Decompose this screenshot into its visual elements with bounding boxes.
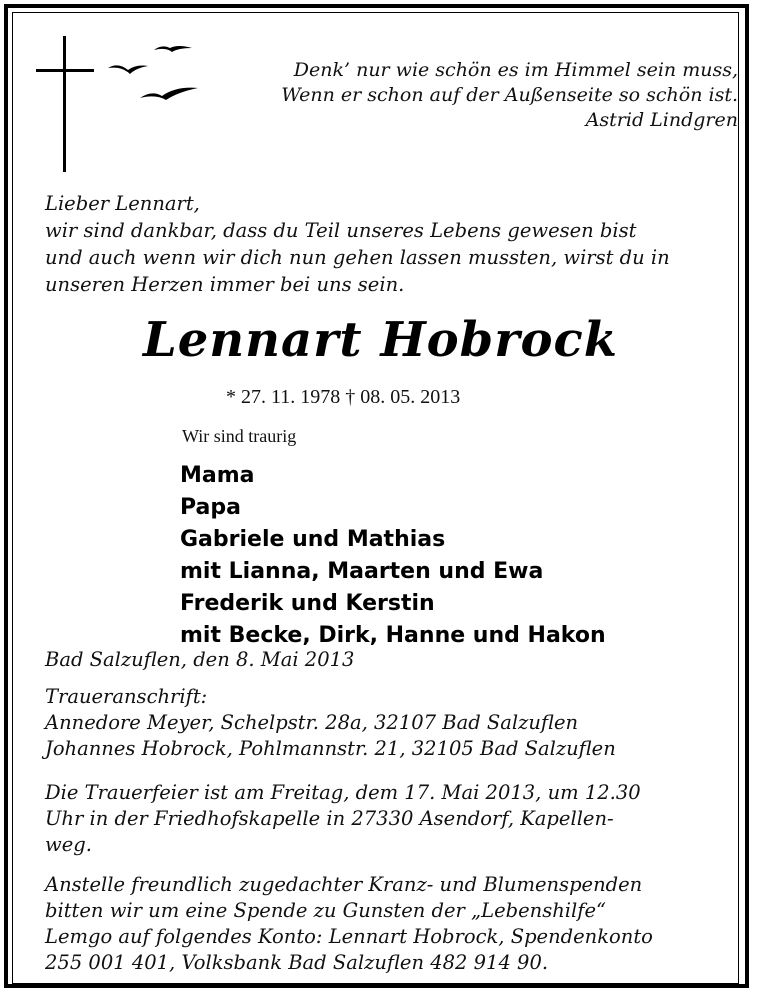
intro-line: und auch wenn wir dich nun gehen lassen mussten, wirst du in <box>45 246 670 269</box>
life-dates: * 27. 11. 1978 † 08. 05. 2013 <box>226 386 461 408</box>
address-line: Annedore Meyer, Schelpstr. 28a, 32107 Bad Salzuflen <box>45 711 579 734</box>
mourner-name: Frederik und Kerstin <box>180 591 435 616</box>
donation-line: Lemgo auf folgendes Konto: Lennart Hobrock, Spendenkonto <box>45 925 653 948</box>
donation-line: bitten wir um eine Spende zu Gunsten der „Lebenshilfe“ <box>45 899 606 922</box>
quote <box>240 58 738 133</box>
mourners-list <box>180 460 606 652</box>
mourner-name: Gabriele und Mathias <box>180 527 446 552</box>
quote-line: Denk’ nur wie schön es im Himmel sein muss, <box>293 59 738 81</box>
mourner-name: Papa <box>180 495 241 520</box>
mourner-name: mit Lianna, Maarten und Ewa <box>180 559 544 584</box>
address-line: Johannes Hobrock, Pohlmannstr. 21, 32105 Bad Salzuflen <box>45 737 616 760</box>
place-date: Bad Salzuflen, den 8. Mai 2013 <box>45 648 355 671</box>
address-label: Traueranschrift: <box>45 685 208 708</box>
funeral-info <box>45 780 725 858</box>
quote-line: Wenn er schon auf der Außenseite so schön ist. <box>281 84 738 106</box>
deceased-name: Lennart Hobrock <box>142 312 619 368</box>
intro-line: Lieber Lennart, <box>45 192 200 215</box>
donation-line: Anstelle freundlich zugedachter Kranz- und Blumenspenden <box>45 873 643 896</box>
funeral-line: weg. <box>45 833 92 856</box>
funeral-line: Uhr in der Friedhofskapelle in 27330 Asendorf, Kapellen- <box>45 807 614 830</box>
birds-icon <box>106 42 206 106</box>
intro-line: wir sind dankbar, dass du Teil unseres Lebens gewesen bist <box>45 219 637 242</box>
funeral-line: Die Trauerfeier ist am Freitag, dem 17. Mai 2013, um 12.30 <box>45 781 641 804</box>
cross-icon <box>36 36 96 172</box>
mourners-intro: Wir sind traurig <box>182 426 297 446</box>
mourner-name: Mama <box>180 463 255 488</box>
quote-author: Astrid Lindgren <box>585 109 738 131</box>
donation-line: 255 001 401, Volksbank Bad Salzuflen 482 914 90. <box>45 951 549 974</box>
donation-info <box>45 872 745 976</box>
mourning-address <box>45 684 735 762</box>
intro-text <box>45 190 745 298</box>
intro-line: unseren Herzen immer bei uns sein. <box>45 273 405 296</box>
mourner-name: mit Becke, Dirk, Hanne und Hakon <box>180 623 606 648</box>
